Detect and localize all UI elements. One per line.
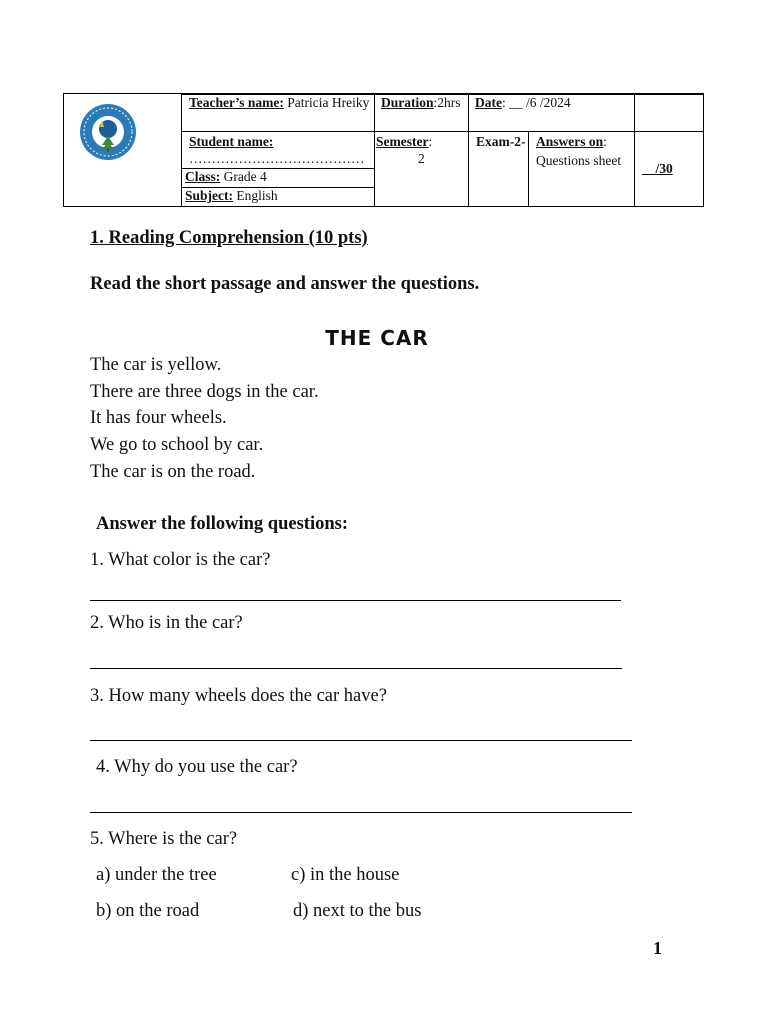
passage-line: The car is yellow. xyxy=(90,355,222,375)
answer-line-4[interactable] xyxy=(90,812,632,813)
teacher-value: Patricia Hreiky xyxy=(283,95,370,110)
question-3: 3. How many wheels does the car have? xyxy=(90,686,387,706)
school-logo xyxy=(78,96,138,168)
semester-label: Semester xyxy=(376,134,429,149)
duration-label: Duration xyxy=(381,95,434,110)
question-2: 2. Who is in the car? xyxy=(90,613,243,633)
divider xyxy=(374,94,375,207)
choice-a[interactable]: a) under the tree xyxy=(96,865,217,885)
answers-colon: : xyxy=(603,134,607,149)
student-name-blank[interactable]: ………………………………… xyxy=(189,151,365,166)
subject-label: Subject: xyxy=(185,188,233,203)
question-1: 1. What color is the car? xyxy=(90,550,271,570)
date-value: : __ /6 /2024 xyxy=(502,95,571,110)
divider xyxy=(181,94,182,207)
date xyxy=(475,95,571,111)
divider xyxy=(468,94,469,207)
exam-number: Exam-2- xyxy=(476,134,526,149)
teacher-label: Teacher’s name: xyxy=(189,95,284,110)
semester-colon: : xyxy=(428,134,433,149)
answers-label: Answers on xyxy=(536,134,604,149)
duration xyxy=(381,95,461,111)
divider xyxy=(528,132,529,207)
subject xyxy=(185,188,278,204)
question-5: 5. Where is the car? xyxy=(90,829,238,849)
section-title: 1. Reading Comprehension (10 pts) xyxy=(90,228,368,248)
duration-value: :2hrs xyxy=(433,95,461,110)
instruction: Read the short passage and answer the questions. xyxy=(90,274,480,294)
subject-value: English xyxy=(233,188,278,203)
score-blank: __ xyxy=(642,161,656,176)
class-label: Class: xyxy=(185,169,221,184)
passage-line: It has four wheels. xyxy=(90,408,227,428)
question-4: 4. Why do you use the car? xyxy=(96,757,298,777)
semester xyxy=(376,134,432,150)
divider xyxy=(181,131,704,132)
date-label: Date xyxy=(475,95,502,110)
score-total: /30 xyxy=(655,161,673,176)
passage-line: There are three dogs in the car. xyxy=(90,382,319,402)
divider xyxy=(634,94,635,207)
choice-b[interactable]: b) on the road xyxy=(96,901,200,921)
teacher-name xyxy=(189,95,369,111)
choice-d[interactable]: d) next to the bus xyxy=(293,901,422,921)
answers-on xyxy=(536,134,607,150)
passage-title: THE CAR xyxy=(325,326,429,350)
passage-line: The car is on the road. xyxy=(90,462,256,482)
student-name xyxy=(189,134,273,150)
page-number: 1 xyxy=(653,938,662,958)
answer-line-2[interactable] xyxy=(90,668,622,669)
answer-line-3[interactable] xyxy=(90,740,632,741)
answer-line-1[interactable] xyxy=(90,600,621,601)
choice-c[interactable]: c) in the house xyxy=(291,865,400,885)
questions-heading: Answer the following questions: xyxy=(96,514,348,534)
semester-value: 2 xyxy=(418,151,425,166)
exam-header-table xyxy=(63,93,704,207)
student-label: Student name: xyxy=(189,134,274,149)
class xyxy=(185,169,267,185)
score-box[interactable] xyxy=(642,161,673,177)
answers-value: Questions sheet xyxy=(536,153,622,168)
class-value: Grade 4 xyxy=(220,169,267,184)
passage-line: We go to school by car. xyxy=(90,435,264,455)
